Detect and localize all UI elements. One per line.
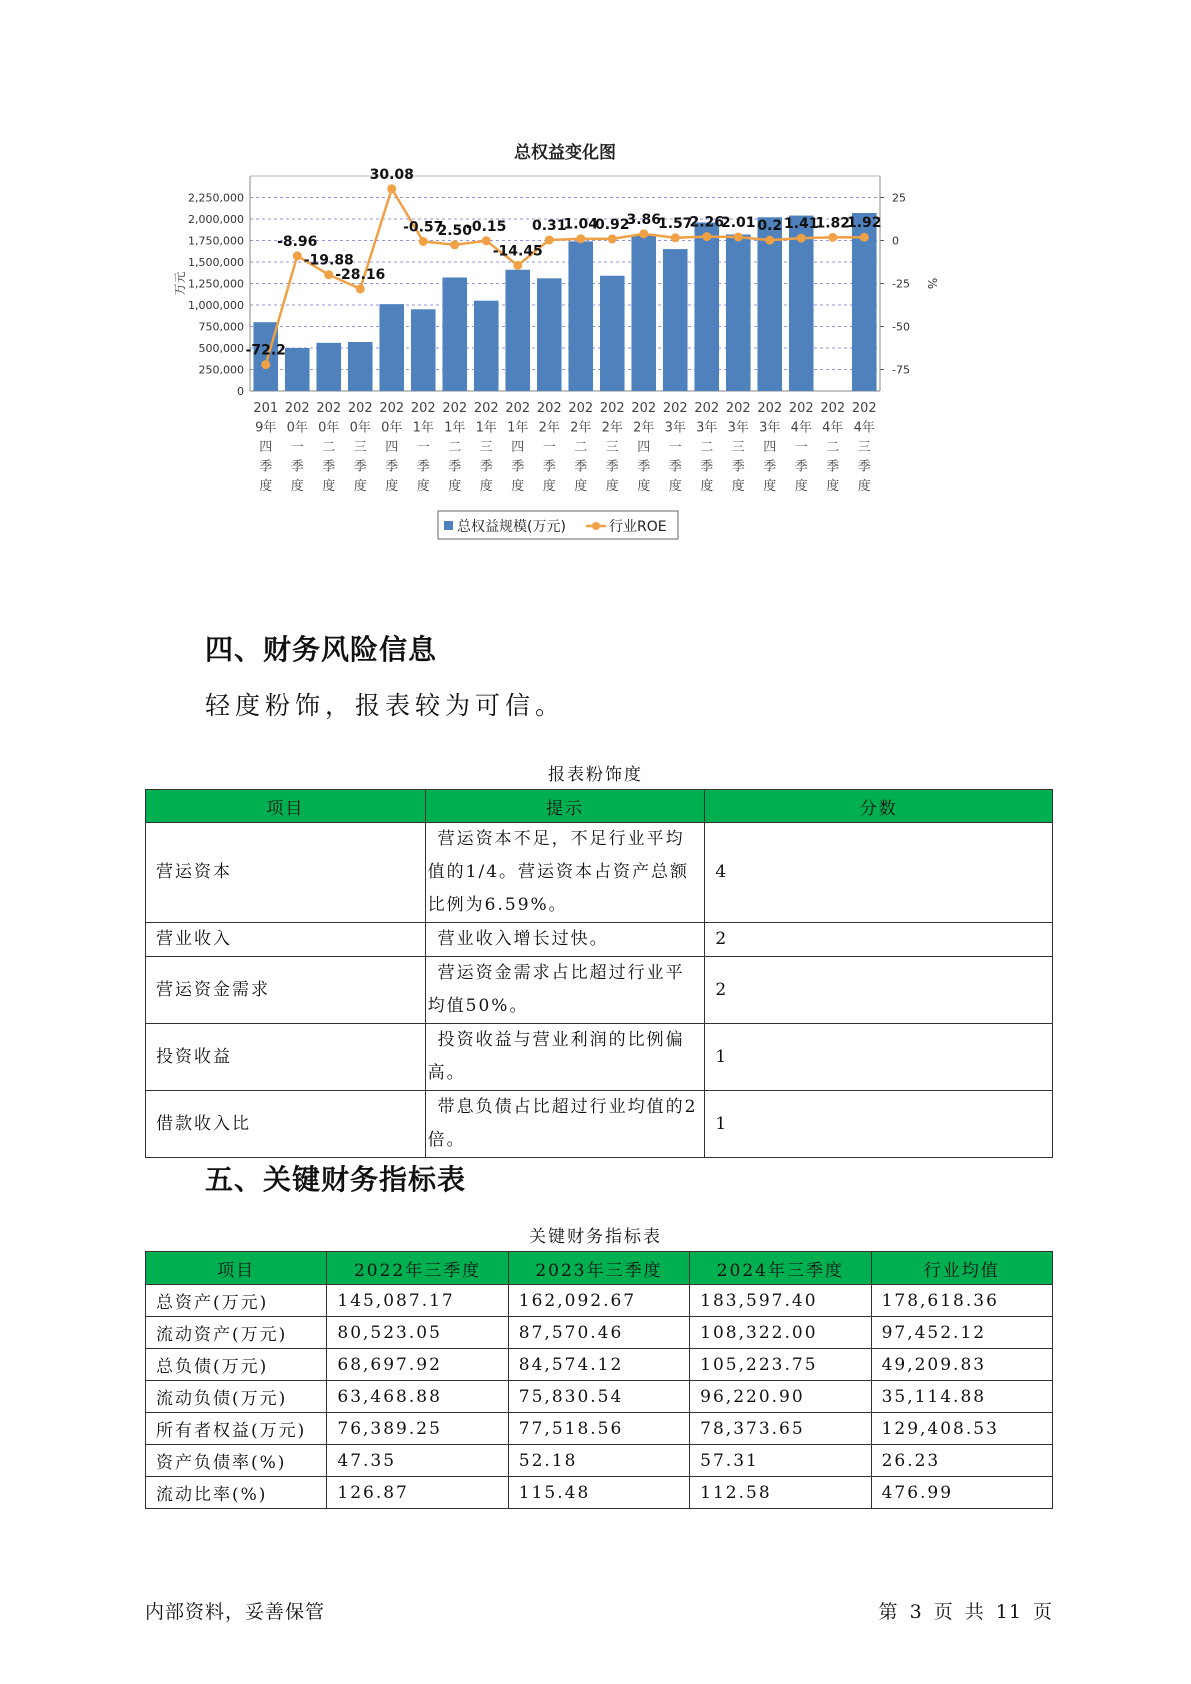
y2-tick-label: -50 xyxy=(892,320,910,334)
x-tick-label: 季 xyxy=(259,459,273,475)
x-tick-label: 度 xyxy=(542,479,556,494)
x-tick-label: 三 xyxy=(605,440,619,455)
risk-hint-cell: 带息负债占比超过行业均值的2倍。 xyxy=(425,1091,705,1158)
legend-line-marker xyxy=(592,522,600,530)
x-tick-label: 二 xyxy=(826,440,840,455)
risk-score-cell: 4 xyxy=(705,823,1053,923)
metric-value-cell: 57.31 xyxy=(690,1445,871,1477)
legend-bar-label: 总权益规模(万元) xyxy=(457,519,566,535)
bar xyxy=(505,270,530,391)
metric-value-cell: 108,322.00 xyxy=(690,1317,871,1349)
roe-point xyxy=(797,234,806,243)
metric-value-cell: 105,223.75 xyxy=(690,1349,871,1381)
roe-data-label: 3.86 xyxy=(626,211,662,228)
bar xyxy=(568,241,593,391)
x-tick-label: 三 xyxy=(731,440,745,455)
bar xyxy=(663,249,688,391)
bar xyxy=(348,342,373,391)
x-tick-label: 0年 xyxy=(318,420,340,436)
x-tick-label: 202 xyxy=(410,401,436,416)
roe-point xyxy=(702,232,711,241)
y-tick-label: 1,750,000 xyxy=(188,234,244,248)
metric-name-cell: 总资产(万元) xyxy=(146,1285,327,1317)
bar xyxy=(379,304,404,391)
x-tick-label: 四 xyxy=(763,440,777,455)
x-tick-label: 度 xyxy=(857,479,871,494)
x-tick-label: 度 xyxy=(826,479,840,494)
risk-score-cell: 2 xyxy=(705,923,1053,957)
x-tick-label: 二 xyxy=(448,440,462,455)
bar xyxy=(600,276,625,391)
x-tick-label: 202 xyxy=(662,401,688,416)
metric-value-cell: 178,618.36 xyxy=(871,1285,1052,1317)
metric-value-cell: 96,220.90 xyxy=(690,1381,871,1413)
roe-data-label: 0.31 xyxy=(531,217,567,234)
x-tick-label: 202 xyxy=(757,401,783,416)
roe-point xyxy=(860,233,869,242)
bar xyxy=(474,301,499,391)
table-row xyxy=(146,1413,1053,1445)
bar xyxy=(316,343,341,391)
roe-point xyxy=(419,237,428,246)
x-tick-label: 度 xyxy=(700,479,714,494)
x-tick-label: 季 xyxy=(731,459,745,475)
risk-header-hint: 提示 xyxy=(425,790,705,823)
bar xyxy=(631,234,656,391)
table-row xyxy=(146,923,1053,957)
x-tick-label: 季 xyxy=(857,459,871,475)
x-tick-label: 3年 xyxy=(664,420,686,436)
roe-point xyxy=(324,270,333,279)
x-tick-label: 0年 xyxy=(381,420,403,436)
x-tick-label: 季 xyxy=(290,459,304,475)
bar xyxy=(694,222,719,391)
x-tick-label: 1年 xyxy=(507,420,529,436)
risk-item-cell: 借款收入比 xyxy=(146,1091,426,1158)
x-tick-label: 一 xyxy=(794,440,808,455)
roe-point xyxy=(734,233,743,242)
table-row xyxy=(146,1285,1053,1317)
risk-item-cell: 营运资本 xyxy=(146,823,426,923)
x-tick-label: 202 xyxy=(379,401,405,416)
y-tick-label: 1,500,000 xyxy=(188,256,244,269)
x-tick-label: 季 xyxy=(794,459,808,475)
x-tick-label: 度 xyxy=(731,479,745,494)
table-row xyxy=(146,1091,1053,1158)
x-tick-label: 三 xyxy=(857,440,871,455)
x-tick-label: 季 xyxy=(574,459,588,475)
x-tick-label: 季 xyxy=(826,459,840,475)
y-tick-label: 0 xyxy=(237,385,244,398)
x-tick-label: 二 xyxy=(322,440,336,455)
metric-name-cell: 流动比率(%) xyxy=(146,1477,327,1509)
x-tick-label: 季 xyxy=(479,459,493,475)
x-tick-label: 202 xyxy=(694,401,720,416)
x-tick-label: 202 xyxy=(536,401,562,416)
metric-value-cell: 145,087.17 xyxy=(327,1285,508,1317)
bar xyxy=(537,278,562,391)
risk-score-cell: 1 xyxy=(705,1091,1053,1158)
roe-data-label: 2.01 xyxy=(720,215,756,232)
x-tick-label: 度 xyxy=(416,479,430,494)
x-tick-label: 季 xyxy=(322,459,336,475)
x-tick-label: 2年 xyxy=(633,420,655,436)
x-tick-label: 202 xyxy=(631,401,657,416)
equity-chart-svg xyxy=(170,138,970,608)
x-tick-label: 9年 xyxy=(255,420,277,436)
x-tick-label: 201 xyxy=(253,401,279,416)
metric-name-cell: 所有者权益(万元) xyxy=(146,1413,327,1445)
x-tick-label: 202 xyxy=(347,401,373,416)
risk-item-cell: 投资收益 xyxy=(146,1024,426,1091)
roe-data-label: 0.2 xyxy=(757,218,783,235)
key-table-caption: 关键财务指标表 xyxy=(529,1227,662,1247)
roe-point xyxy=(450,240,459,249)
x-tick-label: 度 xyxy=(290,479,304,494)
y-tick-label: 750,000 xyxy=(198,320,244,334)
x-tick-label: 1年 xyxy=(444,420,466,436)
metric-value-cell: 77,518.56 xyxy=(508,1413,689,1445)
metric-value-cell: 183,597.40 xyxy=(690,1285,871,1317)
x-tick-label: 四 xyxy=(385,440,399,455)
x-tick-label: 季 xyxy=(542,459,556,475)
metric-value-cell: 52.18 xyxy=(508,1445,689,1477)
x-tick-label: 四 xyxy=(637,440,651,455)
metric-name-cell: 流动资产(万元) xyxy=(146,1317,327,1349)
x-tick-label: 202 xyxy=(473,401,499,416)
roe-point xyxy=(513,261,522,270)
x-tick-label: 202 xyxy=(568,401,594,416)
key-metrics-table xyxy=(145,1251,1053,1509)
risk-hint-cell: 营运资金需求占比超过行业平均值50%。 xyxy=(425,957,705,1024)
x-tick-label: 度 xyxy=(605,479,619,494)
x-tick-label: 一 xyxy=(416,440,430,455)
table-row xyxy=(146,1317,1053,1349)
roe-data-label: 1.04 xyxy=(563,216,599,233)
roe-data-label: -19.88 xyxy=(303,252,354,269)
metric-value-cell: 115.48 xyxy=(508,1477,689,1509)
key-metrics-heading: 五、关键财务指标表 xyxy=(205,1163,467,1196)
x-tick-label: 2年 xyxy=(538,420,560,436)
roe-point xyxy=(545,235,554,244)
metric-value-cell: 47.35 xyxy=(327,1445,508,1477)
bar xyxy=(442,277,467,391)
roe-point xyxy=(765,236,774,245)
metric-name-cell: 资产负债率(%) xyxy=(146,1445,327,1477)
y-tick-label: 250,000 xyxy=(198,363,244,377)
y2-tick-label: -25 xyxy=(892,277,910,291)
x-tick-label: 三 xyxy=(353,440,367,455)
bar xyxy=(411,309,436,391)
roe-point xyxy=(576,234,585,243)
metric-value-cell: 76,389.25 xyxy=(327,1413,508,1445)
key-header-2022: 2022年三季度 xyxy=(327,1252,508,1285)
metric-value-cell: 80,523.05 xyxy=(327,1317,508,1349)
risk-item-cell: 营业收入 xyxy=(146,923,426,957)
roe-data-label: 30.08 xyxy=(369,166,414,183)
x-tick-label: 202 xyxy=(442,401,468,416)
y-tick-label: 2,000,000 xyxy=(188,213,244,226)
roe-data-label: -14.45 xyxy=(492,243,543,260)
metric-value-cell: 78,373.65 xyxy=(690,1413,871,1445)
x-tick-label: 季 xyxy=(605,459,619,475)
risk-hint-cell: 投资收益与营业利润的比例偏高。 xyxy=(425,1024,705,1091)
roe-data-label: -0.15 xyxy=(466,218,507,235)
x-tick-label: 季 xyxy=(448,459,462,475)
roe-point xyxy=(639,229,648,238)
x-tick-label: 四 xyxy=(259,440,273,455)
legend-line-label: 行业ROE xyxy=(609,519,667,535)
roe-point xyxy=(608,234,617,243)
x-tick-label: 季 xyxy=(637,459,651,475)
x-tick-label: 季 xyxy=(353,459,367,475)
roe-point xyxy=(828,233,837,242)
roe-data-label: -72.2 xyxy=(245,342,286,359)
y2-tick-label: -75 xyxy=(892,363,910,377)
x-tick-label: 202 xyxy=(788,401,814,416)
footer-page-number: 第 3 页 共 11 页 xyxy=(878,1601,1053,1623)
x-tick-label: 度 xyxy=(385,479,399,494)
y-axis-title: 万元 xyxy=(173,271,187,296)
x-tick-label: 3年 xyxy=(759,420,781,436)
y2-tick-label: 25 xyxy=(892,191,906,205)
metric-value-cell: 26.23 xyxy=(871,1445,1052,1477)
x-tick-label: 202 xyxy=(851,401,877,416)
roe-point xyxy=(671,233,680,242)
legend-bar-swatch xyxy=(444,521,453,530)
risk-header-item: 项目 xyxy=(146,790,426,823)
risk-header-score: 分数 xyxy=(705,790,1053,823)
key-header-2024: 2024年三季度 xyxy=(690,1252,871,1285)
roe-data-label: 2.26 xyxy=(689,214,725,231)
risk-section-heading: 四、财务风险信息 xyxy=(205,633,438,666)
roe-data-label: 1.57 xyxy=(657,215,693,232)
roe-data-label: -0.57 xyxy=(403,219,444,236)
roe-data-label: 1.41 xyxy=(783,216,819,233)
x-tick-label: 季 xyxy=(511,459,525,475)
x-tick-label: 3年 xyxy=(696,420,718,436)
risk-score-cell: 2 xyxy=(705,957,1053,1024)
risk-summary-text: 轻度粉饰，报表较为可信。 xyxy=(205,691,566,720)
x-tick-label: 202 xyxy=(316,401,342,416)
y2-tick-label: 0 xyxy=(892,234,899,248)
roe-data-label: 0.92 xyxy=(594,216,630,233)
x-tick-label: 季 xyxy=(668,459,682,475)
metric-name-cell: 流动负债(万元) xyxy=(146,1381,327,1413)
x-tick-label: 一 xyxy=(290,440,304,455)
risk-table-caption: 报表粉饰度 xyxy=(548,765,643,785)
roe-point xyxy=(293,251,302,260)
x-tick-label: 202 xyxy=(505,401,531,416)
risk-table xyxy=(145,789,1053,1158)
x-tick-label: 季 xyxy=(700,459,714,475)
metric-value-cell: 63,468.88 xyxy=(327,1381,508,1413)
x-tick-label: 季 xyxy=(385,459,399,475)
x-tick-label: 1年 xyxy=(475,420,497,436)
roe-data-label: -28.16 xyxy=(335,266,386,283)
table-row xyxy=(146,1445,1053,1477)
risk-score-cell: 1 xyxy=(705,1024,1053,1091)
key-header-industry: 行业均值 xyxy=(871,1252,1052,1285)
metric-value-cell: 97,452.12 xyxy=(871,1317,1052,1349)
x-tick-label: 一 xyxy=(668,440,682,455)
x-tick-label: 二 xyxy=(700,440,714,455)
x-tick-label: 202 xyxy=(284,401,310,416)
x-tick-label: 度 xyxy=(794,479,808,494)
chart-title: 总权益变化图 xyxy=(514,143,616,163)
x-tick-label: 0年 xyxy=(349,420,371,436)
key-table-header-row xyxy=(146,1252,1053,1285)
metric-value-cell: 476.99 xyxy=(871,1477,1052,1509)
y-tick-label: 2,250,000 xyxy=(188,191,244,205)
metric-value-cell: 84,574.12 xyxy=(508,1349,689,1381)
y-tick-label: 500,000 xyxy=(198,342,244,355)
equity-chart xyxy=(170,138,970,608)
x-tick-label: 三 xyxy=(479,440,493,455)
x-tick-label: 4年 xyxy=(822,420,844,436)
key-header-2023: 2023年三季度 xyxy=(508,1252,689,1285)
risk-item-cell: 营运资金需求 xyxy=(146,957,426,1024)
metric-name-cell: 总负债(万元) xyxy=(146,1349,327,1381)
roe-point xyxy=(261,360,270,369)
roe-data-label: 2.50 xyxy=(437,222,473,239)
y-tick-label: 1,000,000 xyxy=(188,299,244,312)
table-row xyxy=(146,1349,1053,1381)
x-tick-label: 度 xyxy=(353,479,367,494)
metric-value-cell: 126.87 xyxy=(327,1477,508,1509)
x-tick-label: 季 xyxy=(416,459,430,475)
footer-confidential: 内部资料，妥善保管 xyxy=(145,1601,326,1623)
metric-value-cell: 49,209.83 xyxy=(871,1349,1052,1381)
x-tick-label: 季 xyxy=(763,459,777,475)
x-tick-label: 度 xyxy=(668,479,682,494)
table-row xyxy=(146,1024,1053,1091)
metric-value-cell: 112.58 xyxy=(690,1477,871,1509)
metric-value-cell: 162,092.67 xyxy=(508,1285,689,1317)
x-tick-label: 4年 xyxy=(853,420,875,436)
x-tick-label: 202 xyxy=(725,401,751,416)
roe-point xyxy=(356,284,365,293)
risk-hint-cell: 营业收入增长过快。 xyxy=(425,923,705,957)
metric-value-cell: 75,830.54 xyxy=(508,1381,689,1413)
x-tick-label: 度 xyxy=(511,479,525,494)
y2-axis-title: % xyxy=(925,277,939,290)
roe-data-label: 1.82 xyxy=(815,215,851,232)
table-row xyxy=(146,957,1053,1024)
x-tick-label: 1年 xyxy=(412,420,434,436)
x-tick-label: 3年 xyxy=(727,420,749,436)
x-tick-label: 度 xyxy=(322,479,336,494)
x-tick-label: 一 xyxy=(542,440,556,455)
metric-value-cell: 87,570.46 xyxy=(508,1317,689,1349)
roe-data-label: 1.92 xyxy=(846,215,882,232)
table-row xyxy=(146,823,1053,923)
roe-point xyxy=(482,236,491,245)
table-row xyxy=(146,1477,1053,1509)
y-tick-label: 1,250,000 xyxy=(188,277,244,291)
risk-hint-cell: 营运资本不足，不足行业平均值的1/4。营运资本占资产总额比例为6.59%。 xyxy=(425,823,705,923)
metric-value-cell: 68,697.92 xyxy=(327,1349,508,1381)
key-header-item: 项目 xyxy=(146,1252,327,1285)
metric-value-cell: 129,408.53 xyxy=(871,1413,1052,1445)
metric-value-cell: 35,114.88 xyxy=(871,1381,1052,1413)
table-row xyxy=(146,1381,1053,1413)
x-tick-label: 度 xyxy=(637,479,651,494)
x-tick-label: 4年 xyxy=(790,420,812,436)
bar xyxy=(285,348,310,391)
x-tick-label: 0年 xyxy=(286,420,308,436)
x-tick-label: 2年 xyxy=(570,420,592,436)
x-tick-label: 度 xyxy=(479,479,493,494)
x-tick-label: 度 xyxy=(259,479,273,494)
x-tick-label: 202 xyxy=(599,401,625,416)
roe-data-label: -8.96 xyxy=(277,233,318,250)
x-tick-label: 二 xyxy=(574,440,588,455)
roe-point xyxy=(387,184,396,193)
x-tick-label: 2年 xyxy=(601,420,623,436)
risk-table-header-row xyxy=(146,790,1053,823)
x-tick-label: 度 xyxy=(574,479,588,494)
x-tick-label: 202 xyxy=(820,401,846,416)
x-tick-label: 度 xyxy=(448,479,462,494)
x-tick-label: 四 xyxy=(511,440,525,455)
x-tick-label: 度 xyxy=(763,479,777,494)
bar xyxy=(726,234,751,391)
